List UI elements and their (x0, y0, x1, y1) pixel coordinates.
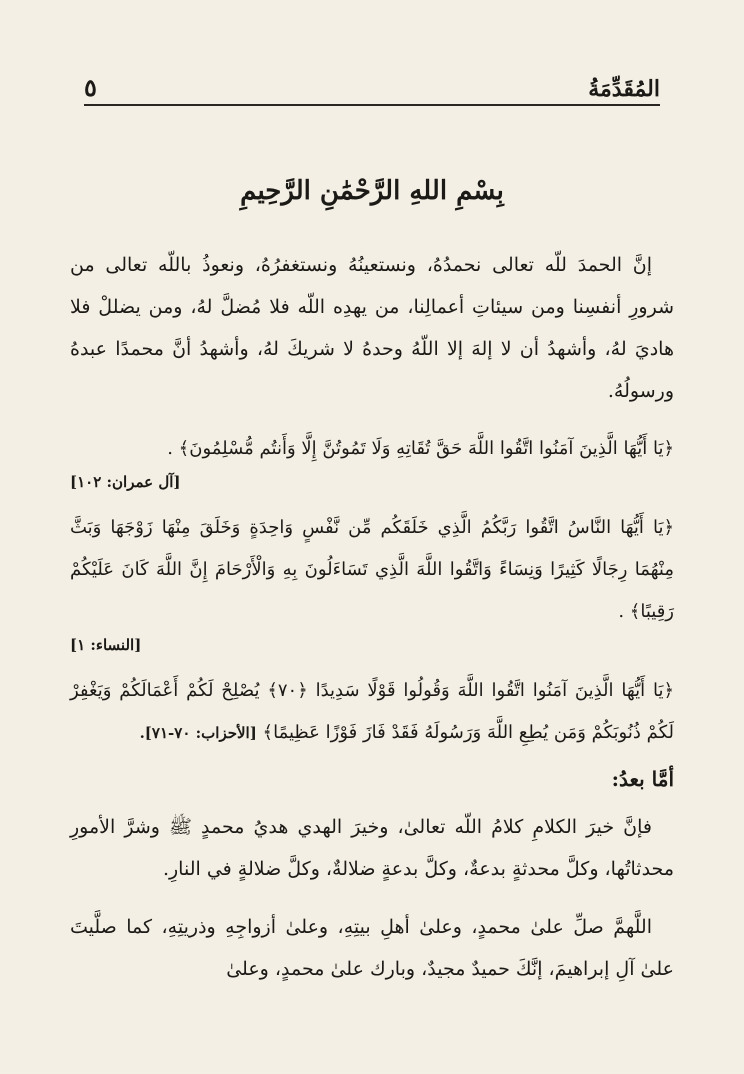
section-heading: أمَّا بعدُ: (611, 767, 674, 791)
verse-3-ref: [الأحزاب: ٧٠-٧١]. (139, 724, 257, 742)
opening-paragraph: إنَّ الحمدَ للّه تعالى نحمدُهُ، ونستعينُهُ ونستغفرُهُ، ونعوذُ باللّه تعالى من شرورِ أنفسِنا ومن سيئاتِ أعمالِنا، من يهدِه اللّه فلا مُضلَّ لهُ، ومن يضللْ فلا هاديَ لهُ، وأشهدُ أن لا إلهَ إلا اللّهُ وحدهُ لا شريكَ لهُ، وأشهدُ أنَّ محمدًا عبدهُ ورسولُهُ. (70, 254, 674, 402)
page-header (84, 62, 660, 102)
paragraph-2: اللَّهمَّ صلِّ علىٰ محمدٍ، وعلىٰ أهلِ بيتِهِ، وعلىٰ أزواجِهِ وذريتِهِ، كما صلَّيتَ علىٰ آلِ إبراهيمَ، إنَّكَ حميدٌ مجيدٌ، وبارك علىٰ محمدٍ، وعلىٰ (70, 916, 674, 980)
paragraph-1: فإنَّ خيرَ الكلامِ كلامُ اللّه تعالىٰ، وخيرَ الهدي هديُ محمدٍ ﷺ وشرَّ الأمورِ محدثاتُها، وكلَّ محدثةٍ بدعةٌ، وكلَّ بدعةٍ ضلالةٌ، وكلَّ ضلالةٍ في النارِ. (70, 816, 674, 880)
basmala: بِسْمِ اللهِ الرَّحْمَٰنِ الرَّحِيمِ (240, 176, 504, 206)
page-number: ٥ (84, 73, 97, 102)
verse-1: ﴿يَا أَيُّهَا الَّذِينَ آمَنُوا اتَّقُوا اللَّهَ حَقَّ تُقَاتِهِ وَلَا تَمُوتُنَّ إِلَّا وَأَنتُم مُّسْلِمُونَ﴾ . (167, 438, 674, 459)
verse-1-ref: [آل عمران: ١٠٢] (70, 473, 181, 491)
page-body (70, 244, 674, 990)
verse-3 (70, 670, 674, 754)
verse-2-ref: [النساء: ١] (70, 636, 142, 654)
chapter-title: المُقَدِّمَةُ (588, 76, 660, 102)
verse-2: ﴿يَا أَيُّهَا النَّاسُ اتَّقُوا رَبَّكُمُ الَّذِي خَلَقَكُم مِّن نَّفْسٍ وَاحِدَةٍ وَخَلَقَ مِنْهَا زَوْجَهَا وَبَثَّ مِنْهُمَا رِجَالًا كَثِيرًا وَنِسَاءً وَاتَّقُوا اللَّهَ الَّذِي تَسَاءَلُونَ بِهِ وَالْأَرْحَامَ إِنَّ اللَّهَ كَانَ عَلَيْكُمْ رَقِيبًا﴾ . (70, 517, 674, 622)
verse-3-text: ﴿يَا أَيُّهَا الَّذِينَ آمَنُوا اتَّقُوا اللَّهَ وَقُولُوا قَوْلًا سَدِيدًا ﴿٧٠﴾ يُصْلِحْ لَكُمْ أَعْمَالَكُمْ وَيَغْفِرْ لَكُمْ ذُنُوبَكُمْ وَمَن يُطِعِ اللَّهَ وَرَسُولَهُ فَقَدْ فَازَ فَوْزًا عَظِيمًا﴾ (70, 680, 674, 743)
header-rule (84, 104, 660, 106)
